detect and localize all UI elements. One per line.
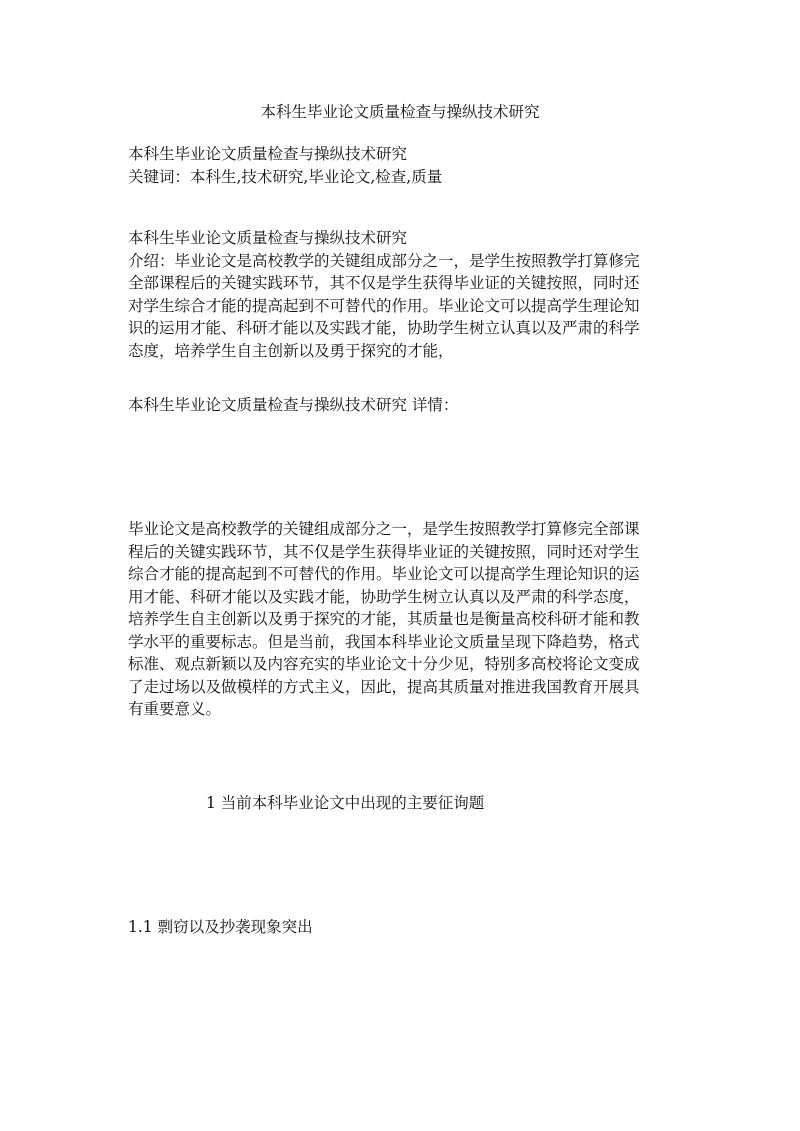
section-heading: 1 当前本科毕业论文中出现的主要征询题 [206, 794, 485, 812]
intro-text-line: 态度，培养学生自主创新以及勇于探究的才能， [128, 341, 454, 360]
body-line: 学水平的重要标志。但是当前，我国本科毕业论文质量呈现下降趋势，格式 [128, 632, 640, 651]
body-line: 毕业论文是高校教学的关键组成部分之一，是学生按照教学打算修完全部课 [128, 520, 640, 538]
subsection-heading: 1.1 剽窃以及抄袭现象突出 [128, 918, 313, 936]
body-line: 用才能、科研才能以及实践才能，协助学生树立认真以及严肃的科学态度， [128, 587, 640, 606]
header-title-line: 本科生毕业论文质量检查与操纵技术研究 [128, 145, 408, 163]
intro-block [128, 227, 640, 362]
body-paragraph [128, 518, 640, 721]
body-line: 标准、观点新颖以及内容充实的毕业论文十分少见，特别多高校将论文变成 [128, 655, 640, 673]
intro-title-line: 本科生毕业论文质量检查与操纵技术研究 [128, 229, 408, 247]
header-block [128, 143, 442, 188]
intro-text-line: 介绍：毕业论文是高校教学的关键组成部分之一，是学生按照教学打算修完 [128, 251, 640, 270]
body-line: 培养学生自主创新以及勇于探究的才能，其质量也是衡量高校科研才能和教 [128, 610, 640, 628]
intro-text-line: 对学生综合才能的提高起到不可替代的作用。毕业论文可以提高学生理论知 [128, 296, 640, 315]
intro-text-line: 识的运用才能、科研才能以及实践才能，协助学生树立认真以及严肃的科学 [128, 319, 640, 337]
intro-text-line: 全部课程后的关键实践环节，其不仅是学生获得毕业证的关键按照，同时还 [128, 274, 640, 292]
body-line: 综合才能的提高起到不可替代的作用。毕业论文可以提高学生理论知识的运 [128, 565, 640, 583]
body-line: 有重要意义。 [128, 700, 222, 718]
body-line: 了走过场以及做模样的方式主义，因此，提高其质量对推进我国教育开展具 [128, 677, 640, 696]
details-label: 本科生毕业论文质量检查与操纵技术研究 详情： [128, 396, 459, 414]
keywords-line: 关键词：本科生,技术研究,毕业论文,检查,质量 [128, 167, 443, 186]
body-line: 程后的关键实践环节，其不仅是学生获得毕业证的关键按照，同时还对学生 [128, 542, 640, 561]
document-title: 本科生毕业论文质量检查与操纵技术研究 [260, 103, 540, 121]
